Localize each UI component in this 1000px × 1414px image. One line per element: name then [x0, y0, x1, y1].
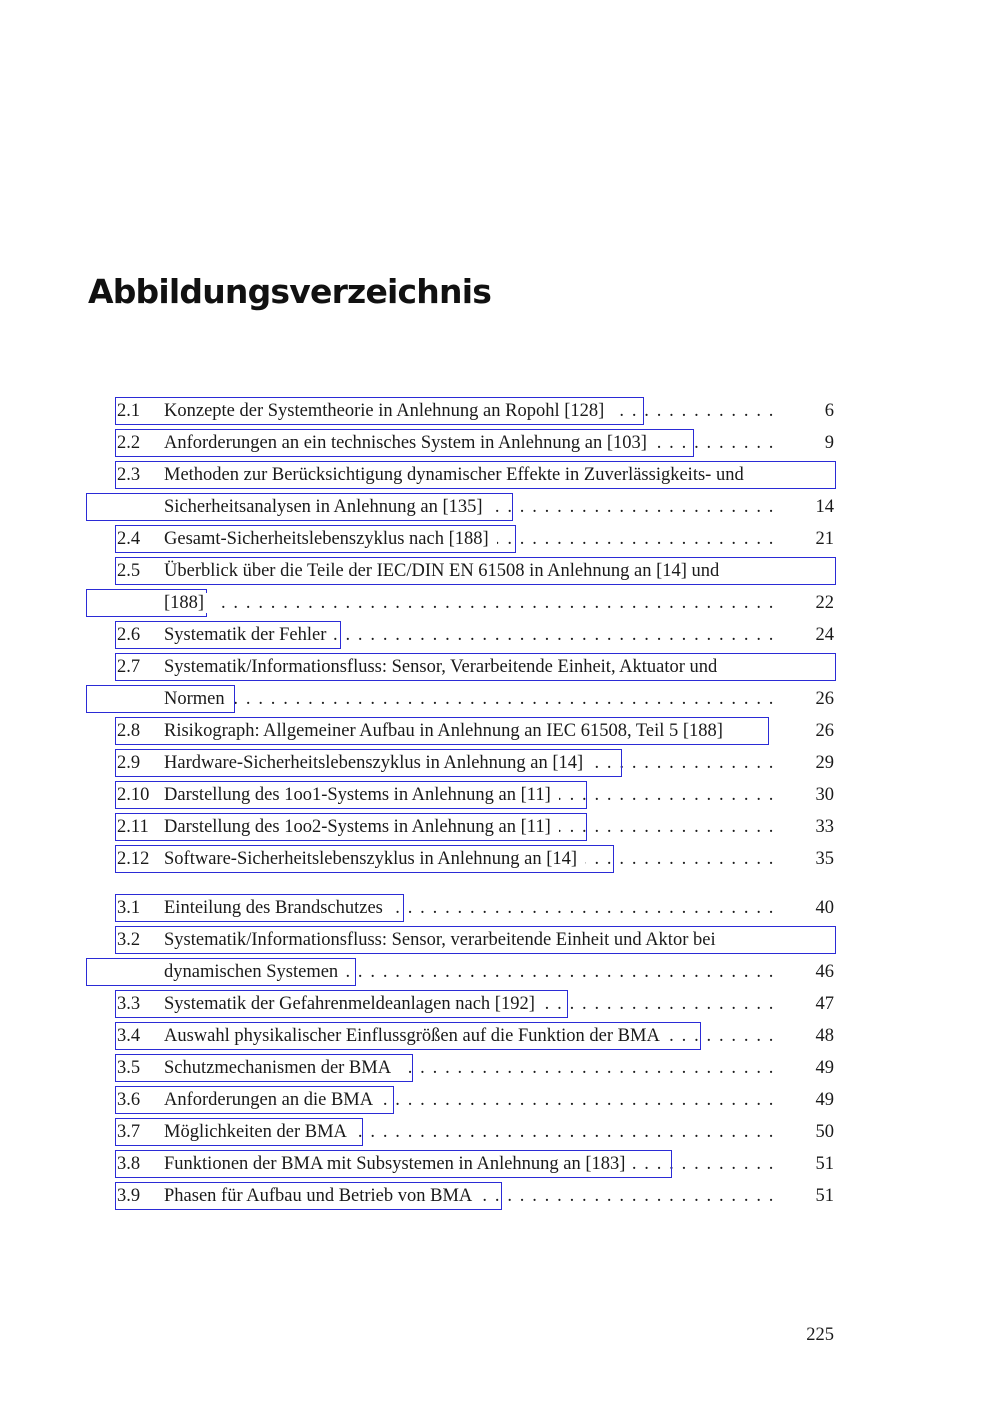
- page-number: 40: [815, 898, 834, 918]
- figure-number: 2.9: [117, 753, 141, 773]
- toc-entry[interactable]: [0, 1180, 1000, 1212]
- page-number: 6: [824, 401, 834, 421]
- figure-number: 3.5: [117, 1058, 141, 1078]
- figure-caption-continued[interactable]: Normen: [164, 689, 233, 709]
- page-number: 9: [824, 433, 834, 453]
- figure-caption[interactable]: Methoden zur Berücksichtigung dynamischer Effekte in Zuverlässigkeits- und: [164, 465, 752, 485]
- figure-number: 2.11: [117, 817, 149, 837]
- figure-caption[interactable]: Funktionen der BMA mit Subsystemen in Anlehnung an [183]: [164, 1154, 633, 1174]
- toc-entry[interactable]: [0, 843, 1000, 875]
- figure-number: 2.5: [117, 561, 141, 581]
- figure-caption-continued[interactable]: dynamischen Systemen: [164, 962, 346, 982]
- figure-number: 2.7: [117, 657, 141, 677]
- figure-caption[interactable]: Schutzmechanismen der BMA: [164, 1058, 399, 1078]
- page-number: 49: [815, 1058, 834, 1078]
- page-number: 21: [815, 529, 834, 549]
- figure-caption[interactable]: Auswahl physikalischer Einflussgrößen auf die Funktion der BMA: [164, 1026, 668, 1046]
- figure-number: 2.10: [117, 785, 150, 805]
- figure-caption-continued[interactable]: [188]: [164, 593, 212, 613]
- figure-caption[interactable]: Systematik/Informationsfluss: Sensor, verarbeitende Einheit und Aktor bei: [164, 930, 724, 950]
- toc-entry[interactable]: [0, 779, 1000, 811]
- figure-caption[interactable]: Hardware-Sicherheitslebenszyklus in Anlehnung an [14]: [164, 753, 591, 773]
- figure-caption[interactable]: Gesamt-Sicherheitslebenszyklus nach [188]: [164, 529, 497, 549]
- page-title: Abbildungsverzeichnis: [88, 272, 492, 311]
- toc-entry[interactable]: [0, 988, 1000, 1020]
- toc-entry[interactable]: [0, 1052, 1000, 1084]
- figure-caption[interactable]: Phasen für Aufbau und Betrieb von BMA: [164, 1186, 480, 1206]
- toc-entry[interactable]: [0, 459, 1000, 523]
- toc-entry[interactable]: [0, 427, 1000, 459]
- toc-entry[interactable]: [0, 924, 1000, 988]
- toc-entry[interactable]: [0, 811, 1000, 843]
- page-number: 48: [815, 1026, 834, 1046]
- figure-caption[interactable]: Systematik/Informationsfluss: Sensor, Verarbeitende Einheit, Aktuator und: [164, 657, 725, 677]
- figure-caption[interactable]: Einteilung des Brandschutzes: [164, 898, 391, 918]
- page-number: 24: [815, 625, 834, 645]
- figure-number: 3.2: [117, 930, 141, 950]
- figure-caption[interactable]: Darstellung des 1oo2-Systems in Anlehnung an [11]: [164, 817, 559, 837]
- toc-entry[interactable]: [0, 1084, 1000, 1116]
- page-number: 33: [815, 817, 834, 837]
- figure-number: 3.4: [117, 1026, 141, 1046]
- page-number: 14: [815, 497, 834, 517]
- toc-entry[interactable]: [0, 747, 1000, 779]
- figure-caption[interactable]: Anforderungen an ein technisches System in Anlehnung an [103]: [164, 433, 655, 453]
- toc-entry[interactable]: [0, 1020, 1000, 1052]
- page-number: 50: [815, 1122, 834, 1142]
- figure-caption[interactable]: Konzepte der Systemtheorie in Anlehnung an Ropohl [128]: [164, 401, 612, 421]
- figure-caption[interactable]: Systematik der Gefahrenmeldeanlagen nach [192]: [164, 994, 543, 1014]
- toc-entry[interactable]: [0, 1116, 1000, 1148]
- toc-entry[interactable]: [0, 1148, 1000, 1180]
- page-number: 26: [815, 689, 834, 709]
- toc-entry[interactable]: [0, 555, 1000, 619]
- page-number: 47: [815, 994, 834, 1014]
- figure-caption[interactable]: Überblick über die Teile der IEC/DIN EN 61508 in Anlehnung an [14] und: [164, 561, 727, 581]
- figure-caption[interactable]: Systematik der Fehler: [164, 625, 334, 645]
- figure-caption[interactable]: Darstellung des 1oo1-Systems in Anlehnung an [11]: [164, 785, 559, 805]
- figure-number: 3.7: [117, 1122, 141, 1142]
- page-number: 26: [815, 721, 834, 741]
- figure-caption[interactable]: Möglichkeiten der BMA: [164, 1122, 355, 1142]
- toc-entry[interactable]: [0, 715, 1000, 747]
- page-number: 51: [815, 1154, 834, 1174]
- page-number: 30: [815, 785, 834, 805]
- figure-number: 2.6: [117, 625, 141, 645]
- toc-entry[interactable]: [0, 651, 1000, 715]
- figure-number: 3.3: [117, 994, 141, 1014]
- figure-number: 2.12: [117, 849, 150, 869]
- figure-caption[interactable]: Anforderungen an die BMA: [164, 1090, 381, 1110]
- figure-number: 2.8: [117, 721, 141, 741]
- figure-number: 3.8: [117, 1154, 141, 1174]
- figure-number: 2.4: [117, 529, 141, 549]
- toc-entry[interactable]: [0, 395, 1000, 427]
- page-folio: 225: [806, 1325, 834, 1345]
- page-number: 29: [815, 753, 834, 773]
- figure-number: 2.3: [117, 465, 141, 485]
- figure-number: 2.1: [117, 401, 141, 421]
- page-number: 51: [815, 1186, 834, 1206]
- toc-entry[interactable]: [0, 619, 1000, 651]
- list-of-figures: [0, 395, 1000, 1212]
- page-number: 46: [815, 962, 834, 982]
- figure-number: 2.2: [117, 433, 141, 453]
- page-number: 35: [815, 849, 834, 869]
- toc-entry[interactable]: [0, 892, 1000, 924]
- figure-number: 3.1: [117, 898, 141, 918]
- figure-caption[interactable]: Risikograph: Allgemeiner Aufbau in Anlehnung an IEC 61508, Teil 5 [188]: [164, 721, 731, 741]
- figure-caption-continued[interactable]: Sicherheitsanalysen in Anlehnung an [135]: [164, 497, 491, 517]
- page-number: 49: [815, 1090, 834, 1110]
- figure-caption[interactable]: Software-Sicherheitslebenszyklus in Anlehnung an [14]: [164, 849, 585, 869]
- toc-entry[interactable]: [0, 523, 1000, 555]
- figure-number: 3.6: [117, 1090, 141, 1110]
- figure-number: 3.9: [117, 1186, 141, 1206]
- page-number: 22: [815, 593, 834, 613]
